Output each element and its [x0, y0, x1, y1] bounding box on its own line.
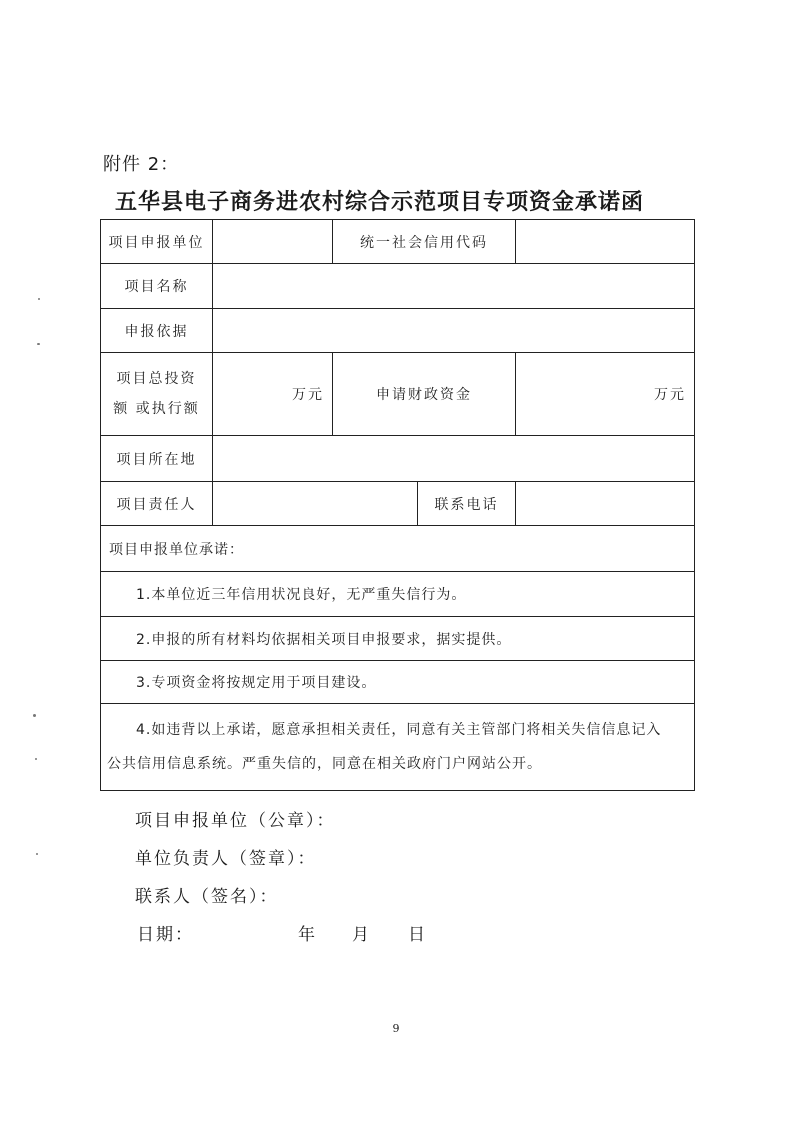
commitment-item-3: 3.专项资金将按规定用于项目建设。	[101, 661, 695, 704]
location-field[interactable]	[213, 436, 695, 482]
page-number: 9	[392, 1022, 400, 1035]
table-row	[101, 436, 695, 482]
table-row	[101, 220, 695, 264]
basis-field[interactable]	[213, 309, 695, 353]
location-label: 项目所在地	[101, 436, 213, 482]
unit-head-line: 单位负责人（签章）：	[135, 849, 317, 869]
document-title: 五华县电子商务进农村综合示范项目专项资金承诺函	[115, 189, 645, 215]
table-row	[101, 309, 695, 353]
commitment-item-1: 1.本单位近三年信用状况良好，无严重失信行为。	[101, 572, 695, 617]
attachment-label: 附件 2：	[103, 154, 180, 175]
commitment-form-table	[100, 219, 695, 791]
fiscal-funds-field[interactable]	[516, 353, 695, 436]
commitment-item-4	[101, 704, 695, 791]
responsible-person-field[interactable]	[213, 482, 418, 526]
scan-speck	[37, 343, 40, 345]
total-investment-label-line1: 项目总投资	[116, 371, 197, 387]
total-investment-unit: 万元	[292, 387, 324, 403]
scan-speck	[38, 298, 40, 300]
contact-line: 联系人（签名）：	[135, 887, 279, 907]
project-name-field[interactable]	[213, 264, 695, 309]
total-investment-label-line2: 额 或执行额	[113, 401, 200, 417]
project-name-label: 项目名称	[101, 264, 213, 309]
total-investment-label	[101, 353, 213, 436]
table-row	[101, 704, 695, 791]
commitment-item-2: 2.申报的所有材料均依据相关项目申报要求，据实提供。	[101, 617, 695, 661]
credit-code-field[interactable]	[516, 220, 695, 264]
applicant-unit-label: 项目申报单位	[101, 220, 213, 264]
unit-seal-line: 项目申报单位（公章）：	[135, 811, 336, 831]
credit-code-label: 统一社会信用代码	[333, 220, 516, 264]
commitment-item-4-line2: 公共信用信息系统。严重失信的，同意在相关政府门户网站公开。	[107, 756, 542, 772]
table-row	[101, 526, 695, 572]
date-month: 月	[352, 925, 371, 945]
fiscal-funds-unit: 万元	[654, 387, 686, 403]
phone-label: 联系电话	[418, 482, 516, 526]
scan-speck	[33, 714, 36, 717]
total-investment-field[interactable]	[213, 353, 333, 436]
table-row	[101, 661, 695, 704]
table-row	[101, 617, 695, 661]
table-row	[101, 482, 695, 526]
scan-speck	[36, 853, 38, 855]
responsible-person-label: 项目责任人	[101, 482, 213, 526]
date-label: 日期：	[137, 925, 194, 945]
table-row	[101, 572, 695, 617]
commitment-heading: 项目申报单位承诺：	[101, 526, 695, 572]
date-day: 日	[408, 925, 427, 945]
commitment-item-4-line1: 4.如违背以上承诺，愿意承担相关责任，同意有关主管部门将相关失信信息记入	[136, 722, 662, 738]
fiscal-funds-label: 申请财政资金	[333, 353, 516, 436]
date-year: 年	[298, 925, 317, 945]
scan-speck	[35, 758, 37, 760]
table-row	[101, 353, 695, 436]
table-row	[101, 264, 695, 309]
basis-label: 申报依据	[101, 309, 213, 353]
phone-field[interactable]	[516, 482, 695, 526]
applicant-unit-field[interactable]	[213, 220, 333, 264]
